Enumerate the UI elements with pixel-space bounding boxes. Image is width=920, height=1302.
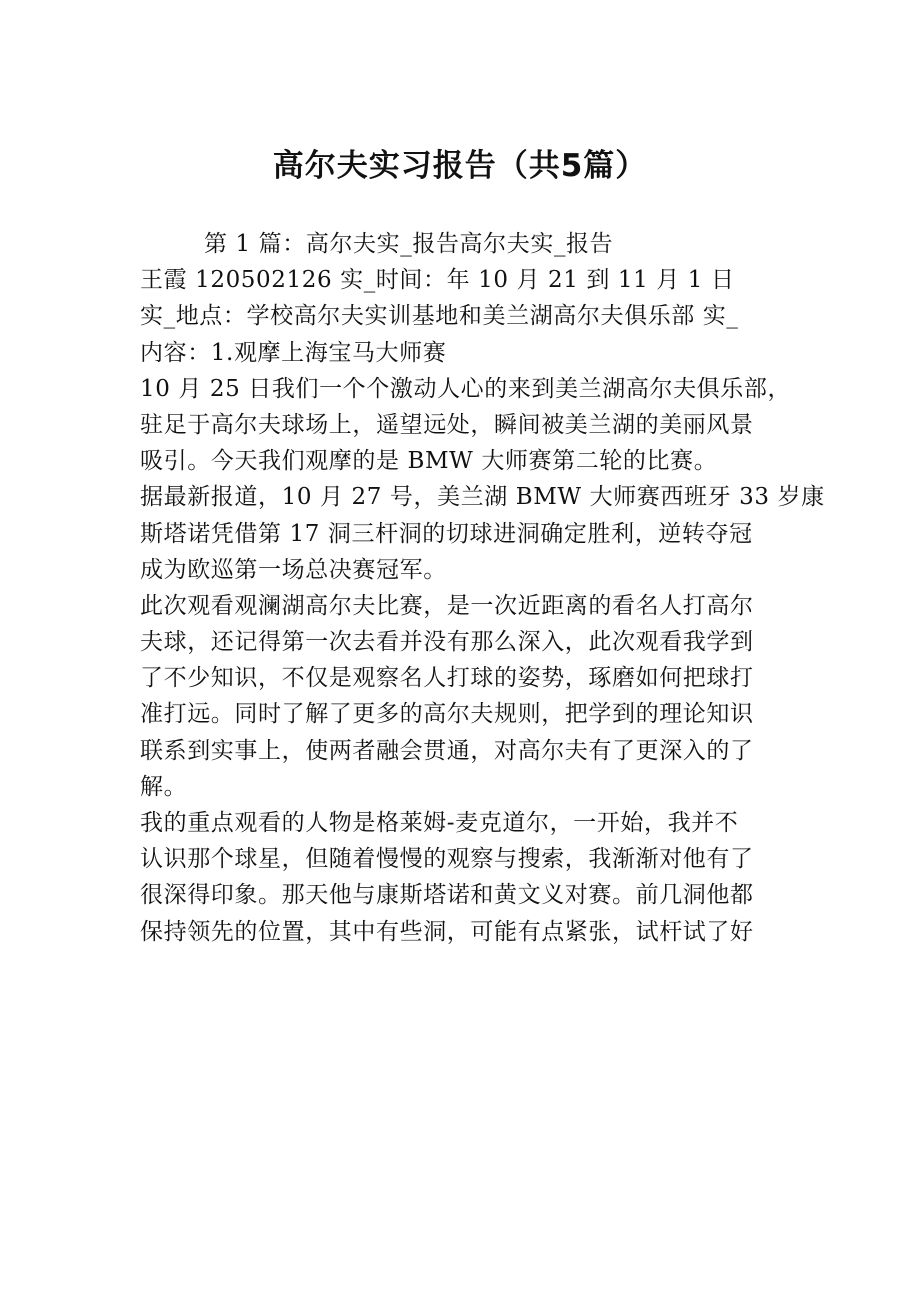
- text-line: 我的重点观看的人物是格莱姆-麦克道尔，一开始，我并不: [140, 810, 739, 836]
- document-body: [140, 226, 825, 950]
- text-line: 此次观看观澜湖高尔夫比赛，是一次近距离的看名人打高尔: [140, 592, 754, 619]
- text-line: 准打远。同时了解了更多的高尔夫规则，把学到的理论知识: [140, 701, 754, 728]
- text-line: 联系到实事上，使两者融会贯通，对高尔夫有了更深入的了: [140, 737, 754, 764]
- text-line: 内容：1.观摩上海宝马大师赛: [140, 339, 447, 366]
- text-line: 斯塔诺凭借第 17 洞三杆洞的切球进洞确定胜利，逆转夺冠: [140, 520, 753, 547]
- text-line: 保持领先的位置，其中有些洞，可能有点紧张，试杆试了好: [140, 918, 754, 945]
- text-line: 王霞 120502126 实_时间：年 10 月 21 到 11 月 1 日: [140, 267, 735, 294]
- text-line: 很深得印象。那天他与康斯塔诺和黄文义对赛。前几洞他都: [140, 882, 754, 909]
- text-line: 吸引。今天我们观摩的是 BMW 大师赛第二轮的比赛。: [140, 448, 718, 475]
- document-title: 高尔夫实习报告（共5篇）: [272, 148, 648, 184]
- text-line: 实_地点：学校高尔夫实训基地和美兰湖高尔夫俱乐部 实_: [140, 303, 739, 330]
- chapter-heading: 第 1 篇：高尔夫实_报告高尔夫实_报告: [204, 231, 614, 257]
- text-line: 认识那个球星，但随着慢慢的观察与搜索，我渐渐对他有了: [140, 846, 754, 873]
- text-line: 10 月 25 日我们一个个激动人心的来到美兰湖高尔夫俱乐部，: [140, 375, 792, 402]
- text-line: 解。: [140, 773, 188, 800]
- text-line: 了不少知识，不仅是观察名人打球的姿势，琢磨如何把球打: [140, 665, 754, 692]
- text-line: 成为欧巡第一场总决赛冠军。: [140, 556, 447, 583]
- text-line: 驻足于高尔夫球场上，遥望远处，瞬间被美兰湖的美丽风景: [140, 411, 754, 438]
- text-line: 据最新报道，10 月 27 号，美兰湖 BMW 大师赛西班牙 33 岁康: [140, 484, 825, 511]
- text-line: 夫球，还记得第一次去看并没有那么深入，此次观看我学到: [140, 629, 754, 656]
